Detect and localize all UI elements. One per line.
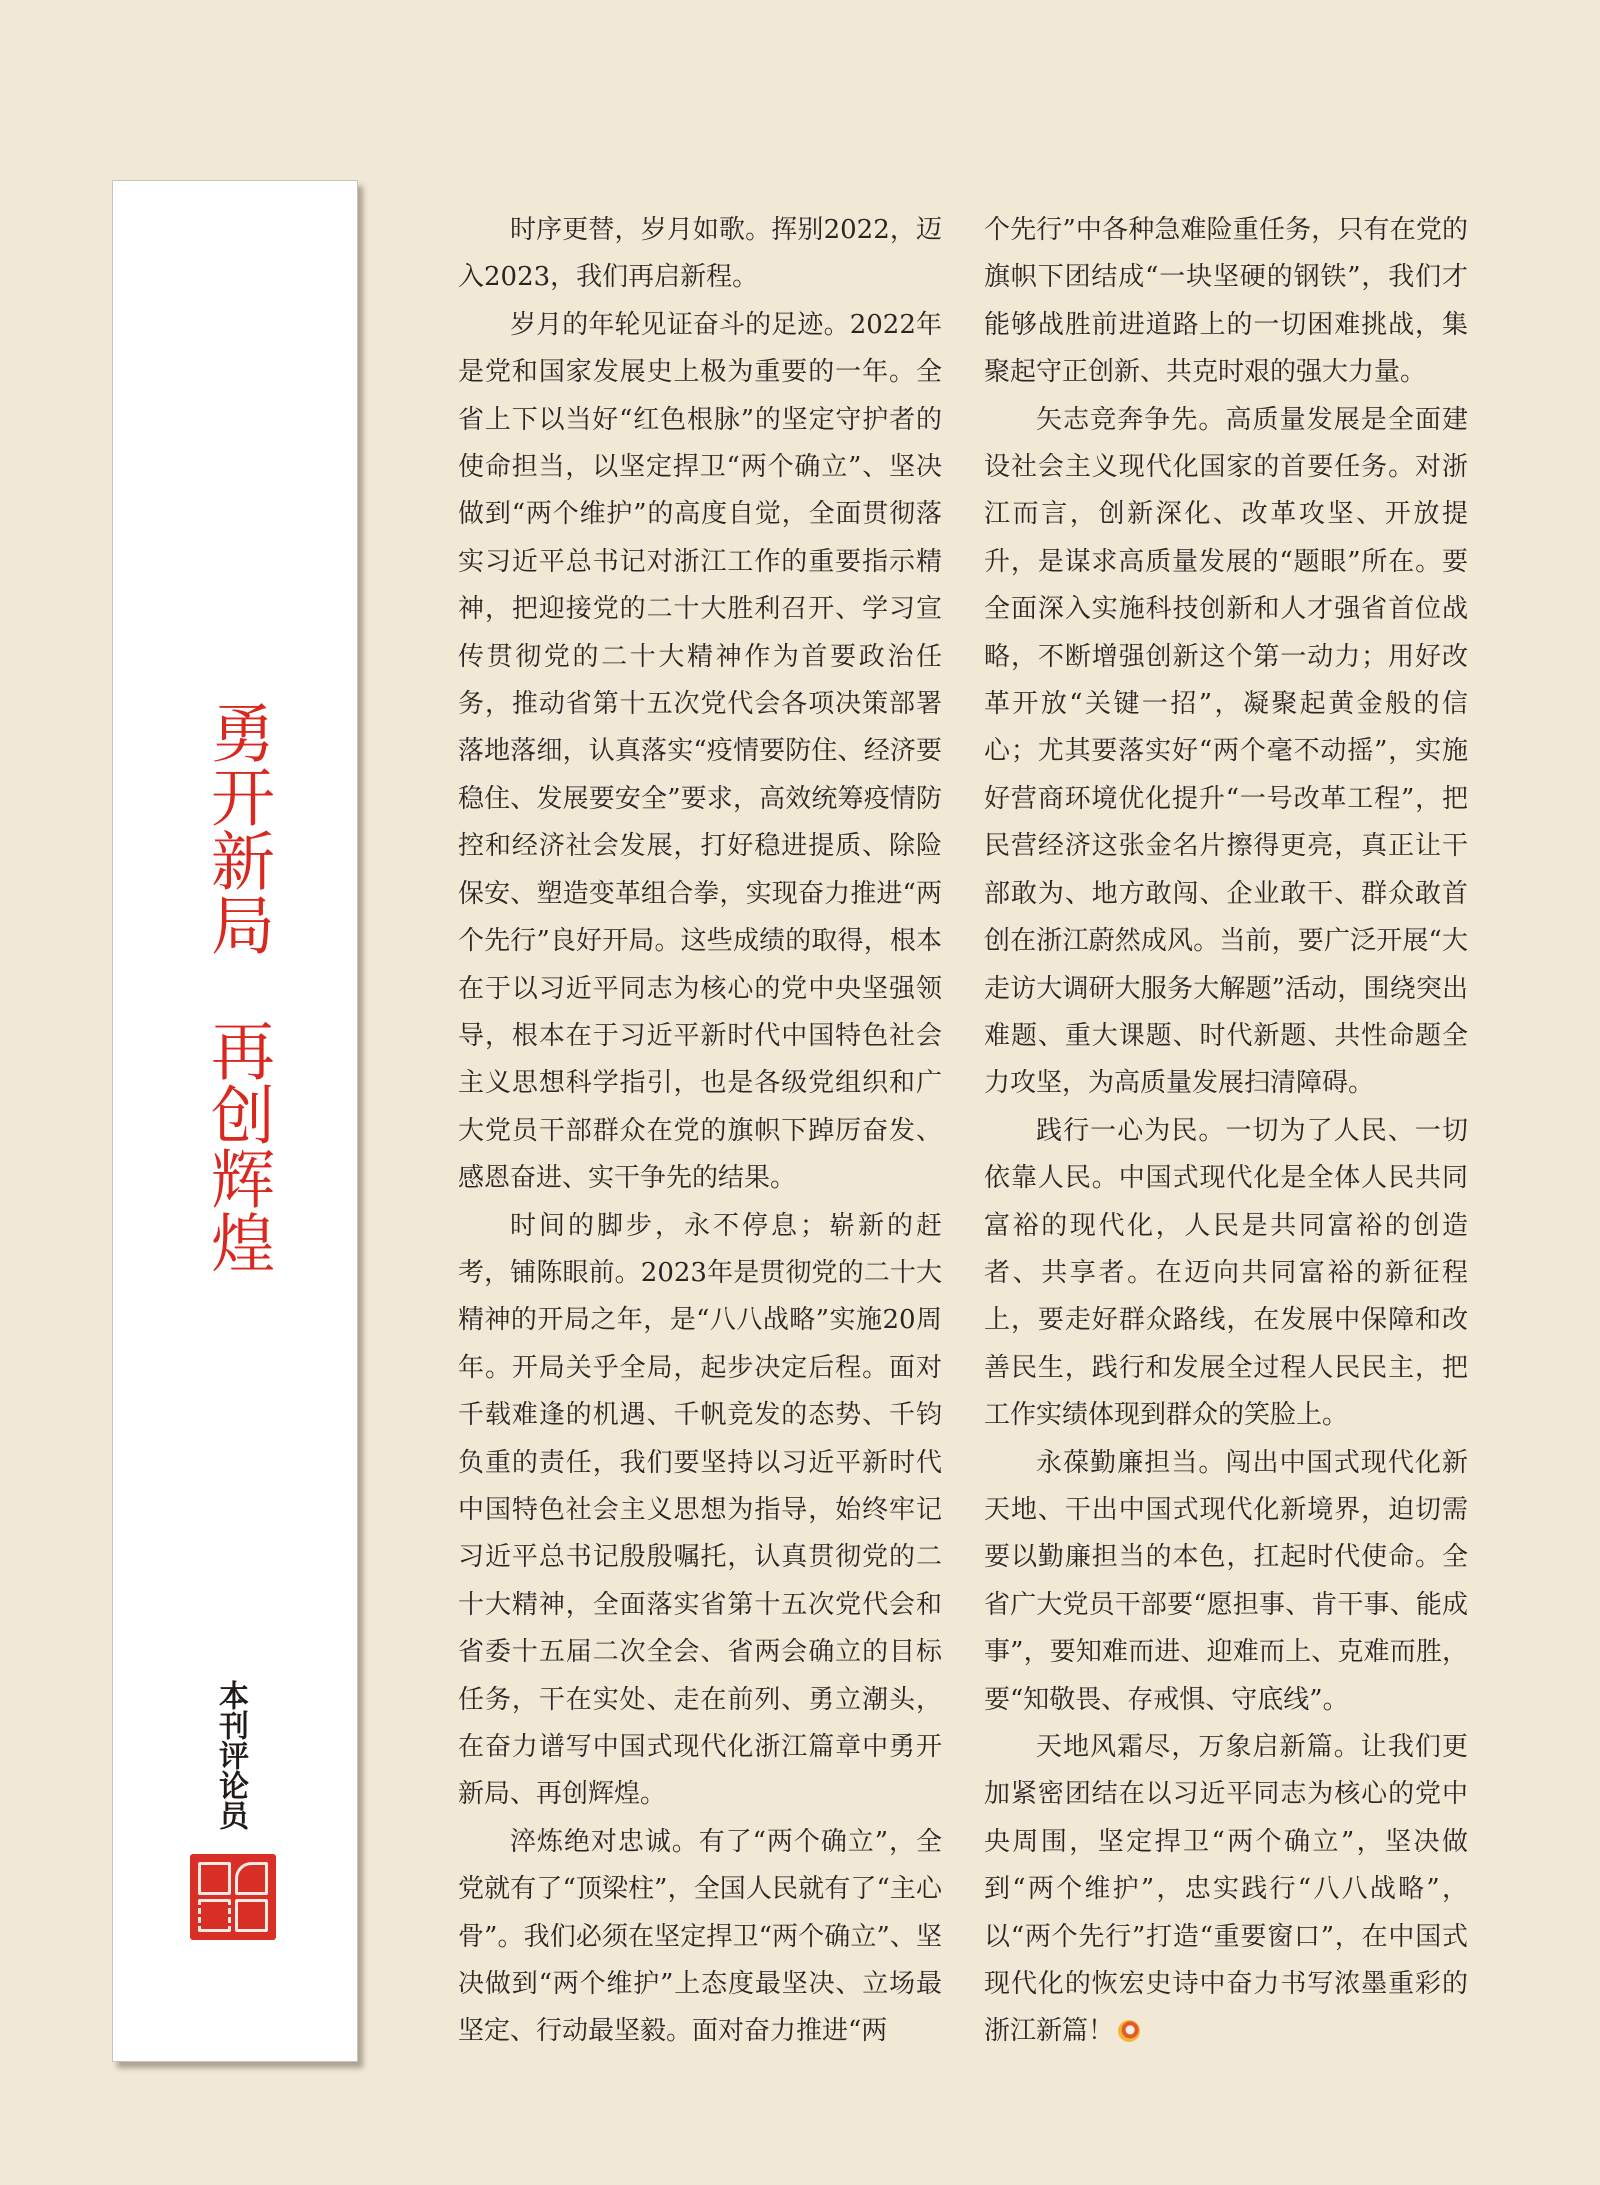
paragraph-4-continued: 个先行”中各种急难险重任务，只有在党的旗帜下团结成“一块坚硬的钢铁”，我们才能够战胜前进道路上的一切困难挑战，集聚起守正创新、共克时艰的强大力量。 — [984, 215, 1468, 388]
paragraph-1: 时序更替，岁月如歌。挥别2022，迈入2023，我们再启新程。 — [458, 215, 942, 293]
paragraph-8 — [984, 1724, 1468, 2056]
paragraph-4: 淬炼绝对忠诚。有了“两个确立”，全党就有了“顶梁柱”，全国人民就有了“主心骨”。我们必须在坚定捍卫“两个确立”、坚决做到“两个维护”上态度最坚决、立场最坚定、行动最坚毅。面对奋力推进“两 — [458, 1826, 942, 2047]
article-column-left — [458, 207, 942, 2056]
paragraph-8-text: 天地风霜尽，万象启新篇。让我们更加紧密团结在以习近平同志为核心的党中央周围，坚定捍卫“两个确立”，坚决做到“两个维护”，忠实践行“八八战略”，以“两个先行”打造“重要窗口”，在中国式现代化的恢宏史诗中奋力书写浓墨重彩的浙江新篇！ — [984, 1732, 1468, 2047]
paragraph-2: 岁月的年轮见证奋斗的足迹。2022年是党和国家发展史上极为重要的一年。全省上下以当好“红色根脉”的坚定守护者的使命担当，以坚定捍卫“两个确立”、坚决做到“两个维护”的高度自觉，全面贯彻落实习近平总书记对浙江工作的重要指示精神，把迎接党的二十大胜利召开、学习宣传贯彻党的二十大精神作为首要政治任务，推动省第十五次党代会各项决策部署落地落细，认真落实“疫情要防住、经济要稳住、发展要安全”要求，高效统筹疫情防控和经济社会发展，打好稳进提质、除险保安、塑造变革组合拳，实现奋力推进“两个先行”良好开局。这些成绩的取得，根本在于以习近平同志为核心的党中央坚强领导，根本在于习近平新时代中国特色社会主义思想科学指引，也是各级党组织和广大党员干部群众在党的旗帜下踔厉奋发、感恩奋进、实干争先的结果。 — [458, 309, 942, 1194]
article-title — [192, 700, 282, 1274]
paragraph-7: 永葆勤廉担当。闯出中国式现代化新天地、干出中国式现代化新境界，迫切需要以勤廉担当的本色，扛起时代使命。全省广大党员干部要“愿担事、肯干事、能成事”，要知难而进、迎难而上、克难而胜，要“知敬畏、存戒惧、守底线”。 — [984, 1447, 1468, 1715]
end-mark-icon — [1118, 2020, 1140, 2042]
paragraph-6: 践行一心为民。一切为了人民、一切依靠人民。中国式现代化是全体人民共同富裕的现代化，人民是共同富裕的创造者、共享者。在迈向共同富裕的新征程上，要走好群众路线，在发展中保障和改善民生，践行和发展全过程人民民主，把工作实绩体现到群众的笑脸上。 — [984, 1115, 1468, 1431]
article-column-right — [984, 207, 1468, 2056]
seal-glyphs — [198, 1862, 268, 1932]
seal-stamp-logo — [190, 1854, 276, 1940]
title-part-1: 勇开新局 — [200, 700, 274, 956]
paragraph-3: 时间的脚步，永不停息；崭新的赶考，铺陈眼前。2023年是贯彻党的二十大精神的开局之年，是“八八战略”实施20周年。开局关乎全局，起步决定后程。面对千载难逢的机遇、千帆竞发的态势、千钧负重的责任，我们要坚持以习近平新时代中国特色社会主义思想为指导，始终牢记习近平总书记殷殷嘱托，认真贯彻党的二十大精神，全面落实省第十五次党代会和省委十五届二次全会、省两会确立的目标任务，干在实处、走在前列、勇立潮头，在奋力谱写中国式现代化浙江篇章中勇开新局、再创辉煌。 — [458, 1210, 942, 1810]
byline: 本刊评论员 — [213, 1680, 248, 1830]
title-part-2: 再创辉煌 — [200, 1018, 274, 1274]
paragraph-5: 矢志竞奔争先。高质量发展是全面建设社会主义现代化国家的首要任务。对浙江而言，创新深化、改革攻坚、开放提升，是谋求高质量发展的“题眼”所在。要全面深入实施科技创新和人才强省首位战略，不断增强创新这个第一动力；用好改革开放“关键一招”，凝聚起黄金般的信心；尤其要落实好“两个毫不动摇”，实施好营商环境优化提升“一号改革工程”，把民营经济这张金名片擦得更亮，真正让干部敢为、地方敢闯、企业敢干、群众敢首创在浙江蔚然成风。当前，要广泛开展“大走访大调研大服务大解题”活动，围绕突出难题、重大课题、时代新题、共性命题全力攻坚，为高质量发展扫清障碍。 — [984, 404, 1468, 1099]
